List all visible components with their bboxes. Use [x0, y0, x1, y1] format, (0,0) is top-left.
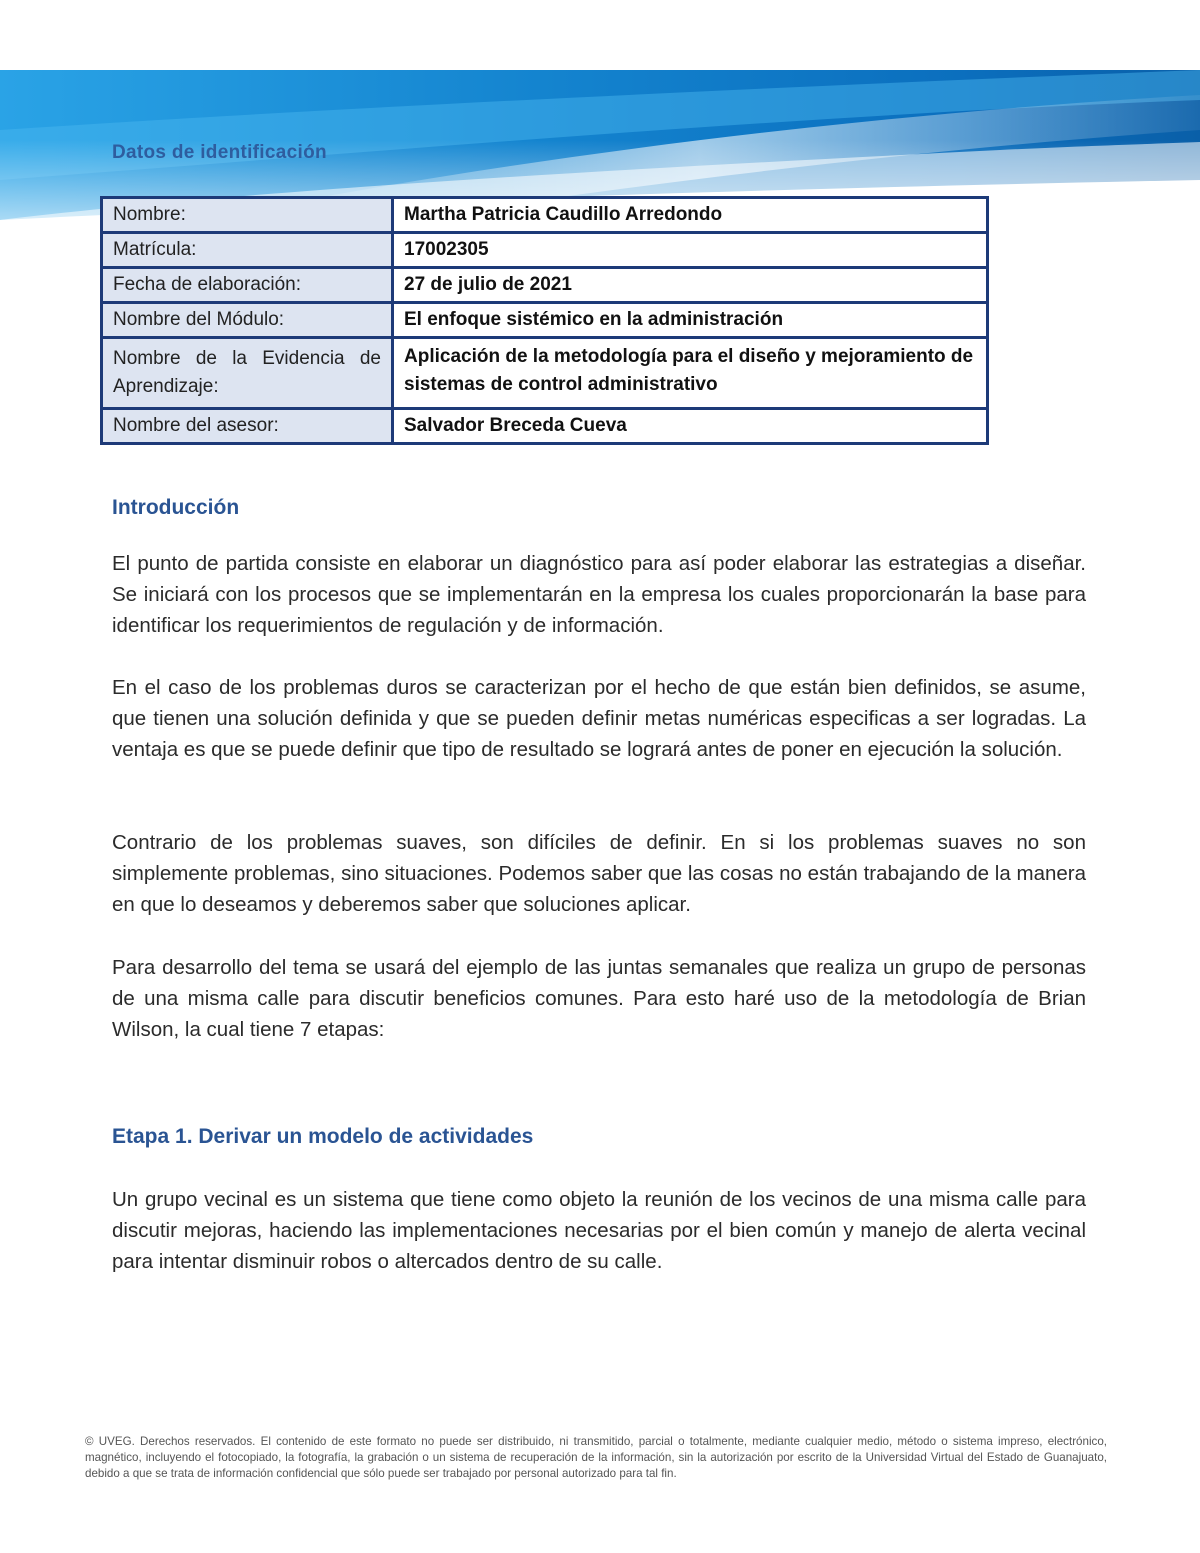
- intro-paragraph-3: Contrario de los problemas suaves, son difíciles de definir. En si los problemas suaves no son simplemente problemas, sino situaciones. Podemos saber que las cosas no están trabajando de la manera en que lo deseamos y deberemos saber que soluciones aplicar.: [112, 831, 1086, 916]
- table-row: [102, 338, 988, 409]
- value-matricula: 17002305: [393, 233, 988, 268]
- intro-paragraph-2: En el caso de los problemas duros se caracterizan por el hecho de que están bien definidos, se asume, que tienen una solución definida y que se pueden definir metas numéricas especificas a ser logradas. La ventaja es que se puede definir que tipo de resultado se logrará antes de poner en ejecución la solución.: [112, 676, 1086, 761]
- table-row: [102, 409, 988, 444]
- label-name: Nombre:: [102, 198, 393, 233]
- label-module: Nombre del Módulo:: [102, 303, 393, 338]
- table-row: [102, 303, 988, 338]
- value-advisor: Salvador Breceda Cueva: [393, 409, 988, 444]
- table-row: [102, 233, 988, 268]
- label-evidence: Nombre de la Evidencia de Aprendizaje:: [102, 338, 393, 409]
- value-evidence: Aplicación de la metodología para el diseño y mejoramiento de sistemas de control administrativo: [393, 338, 988, 409]
- table-row: [102, 198, 988, 233]
- introduction-title: Introducción: [112, 496, 240, 519]
- value-date: 27 de julio de 2021: [393, 268, 988, 303]
- identification-table: [100, 196, 989, 445]
- label-matricula: Matrícula:: [102, 233, 393, 268]
- table-row: [102, 268, 988, 303]
- identification-section-title: Datos de identificación: [112, 142, 327, 163]
- intro-paragraph-1: El punto de partida consiste en elaborar un diagnóstico para así poder elaborar las estrategias a diseñar. Se iniciará con los procesos que se implementarán en la empresa los cuales proporcionarán la base para identificar los requerimientos de regulación y de información.: [112, 552, 1086, 637]
- stage-1-title: Etapa 1. Derivar un modelo de actividades: [112, 1125, 534, 1148]
- label-advisor: Nombre del asesor:: [102, 409, 393, 444]
- value-name: Martha Patricia Caudillo Arredondo: [393, 198, 988, 233]
- stage-1-paragraph: Un grupo vecinal es un sistema que tiene como objeto la reunión de los vecinos de una misma calle para discutir mejoras, haciendo las implementaciones necesarias por el bien común y manejo de alerta vecinal para intentar disminuir robos o altercados dentro de su calle.: [112, 1188, 1086, 1273]
- intro-paragraph-4: Para desarrollo del tema se usará del ejemplo de las juntas semanales que realiza un grupo de personas de una misma calle para discutir beneficios comunes. Para esto haré uso de la metodología de Brian Wilson, la cual tiene 7 etapas:: [112, 956, 1086, 1041]
- copyright-footer: © UVEG. Derechos reservados. El contenido de este formato no puede ser distribuido, ni transmitido, parcial o totalmente, mediante cualquier medio, método o sistema impreso, electrónico, magnético, incluyendo el fotocopiado, la fotografía, la grabación o un sistema de recuperación de la información, sin la autorización por escrito de la Universidad Virtual del Estado de Guanajuato, debido a que se trata de información confidencial que sólo puede ser trabajado por personal autorizado para tal fin.: [85, 1435, 1107, 1480]
- value-module: El enfoque sistémico en la administración: [393, 303, 988, 338]
- label-date: Fecha de elaboración:: [102, 268, 393, 303]
